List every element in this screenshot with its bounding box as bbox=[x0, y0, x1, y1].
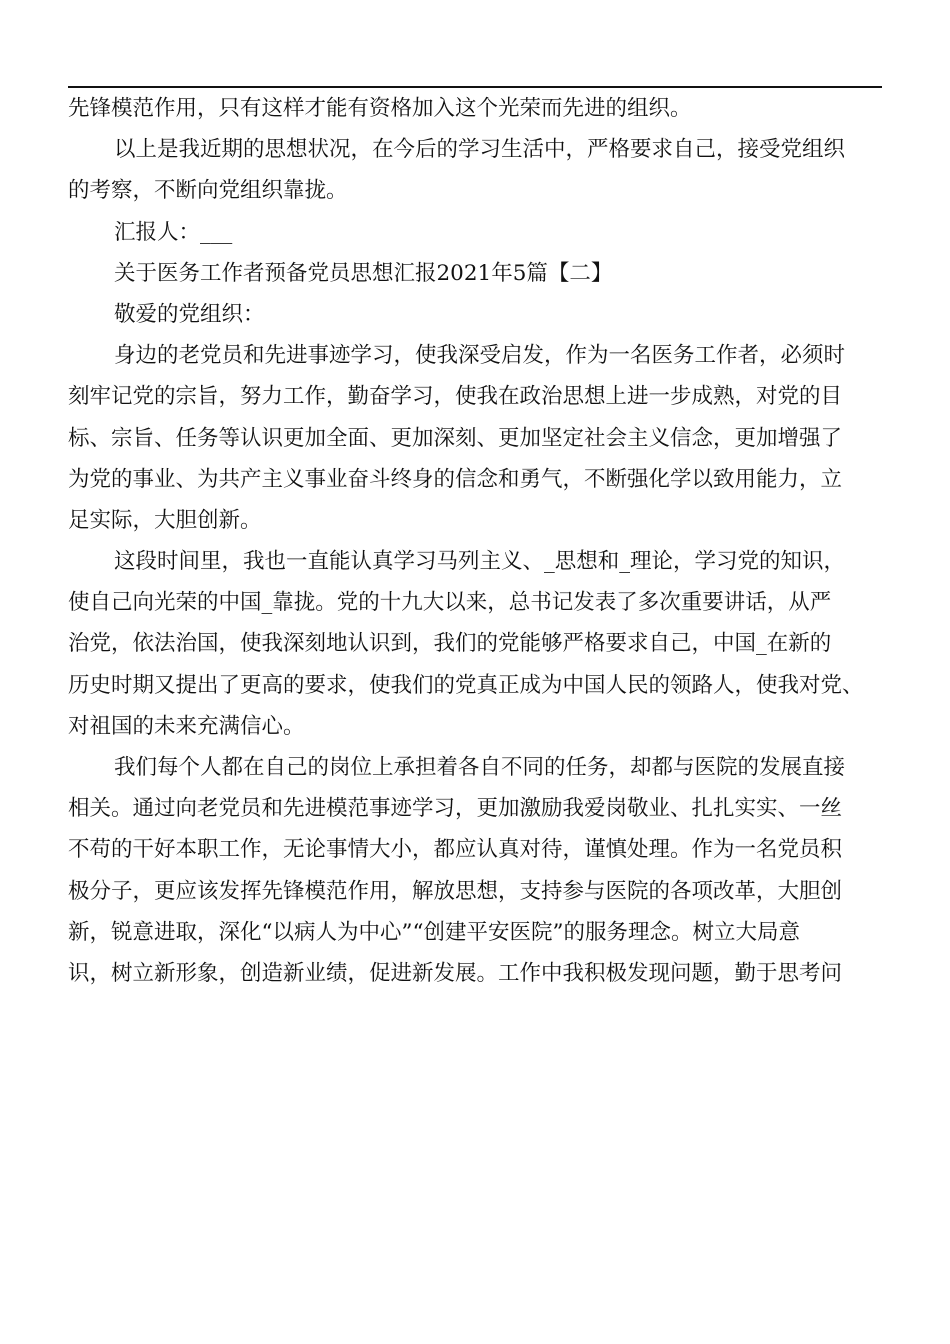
text-line: 敬爱的党组织： bbox=[114, 301, 265, 327]
text-line: 关于医务工作者预备党员思想汇报2021年5篇【二】 bbox=[114, 260, 613, 286]
text-line: 我们每个人都在自己的岗位上承担着各自不同的任务，却都与医院的发展直接 bbox=[114, 755, 846, 780]
text-line: 标、宗旨、任务等认识更加全面、更加深刻、更加坚定社会主义信念，更加增强了 bbox=[68, 425, 843, 451]
text-line: 以上是我近期的思想状况，在今后的学习生活中，严格要求自己，接受党组织 bbox=[114, 137, 846, 163]
text-line: 历史时期又提出了更高的要求，使我们的党真正成为中国人民的领路人，使我对党、 bbox=[68, 672, 864, 698]
text-line: 足实际，大胆创新。 bbox=[68, 507, 262, 533]
text-line: 不苟的干好本职工作，无论事情大小，都应认真对待，谨慎处理。作为一名党员积 bbox=[68, 837, 843, 863]
text-line: 极分子，更应该发挥先锋模范作用，解放思想，支持参与医院的各项改革，大胆创 bbox=[68, 878, 843, 904]
text-line: 识，树立新形象，创造新业绩，促进新发展。工作中我积极发现问题，勤于思考问 bbox=[68, 960, 843, 986]
text-line: 先锋模范作用，只有这样才能有资格加入这个光荣而先进的组织。 bbox=[68, 96, 692, 121]
text-line: 身边的老党员和先进事迹学习，使我深受启发，作为一名医务工作者，必须时 bbox=[114, 343, 846, 369]
text-line: 相关。通过向老党员和先进模范事迹学习，更加激励我爱岗敬业、扎扎实实、一丝 bbox=[68, 796, 843, 822]
text-line: 为党的事业、为共产主义事业奋斗终身的信念和勇气，不断强化学以致用能力，立 bbox=[68, 466, 843, 492]
text-line: 汇报人：___ bbox=[114, 219, 233, 245]
text-line: 这段时间里，我也一直能认真学习马列主义、_思想和_理论，学习党的知识， bbox=[114, 549, 846, 575]
text-line: 的考察，不断向党组织靠拢。 bbox=[68, 178, 348, 204]
text-line: 治党，依法治国，使我深刻地认识到，我们的党能够严格要求自己，中国_在新的 bbox=[68, 631, 832, 657]
text-line: 刻牢记党的宗旨，努力工作，勤奋学习，使我在政治思想上进一步成熟，对党的目 bbox=[68, 384, 843, 410]
document-body bbox=[68, 88, 888, 994]
text-line: 使自己向光荣的中国_靠拢。党的十九大以来，总书记发表了多次重要讲话，从严 bbox=[68, 590, 832, 616]
text-line: 对祖国的未来充满信心。 bbox=[68, 713, 305, 739]
text-line: 新，锐意进取，深化“以病人为中心”“创建平安医院”的服务理念。树立大局意 bbox=[68, 919, 800, 945]
